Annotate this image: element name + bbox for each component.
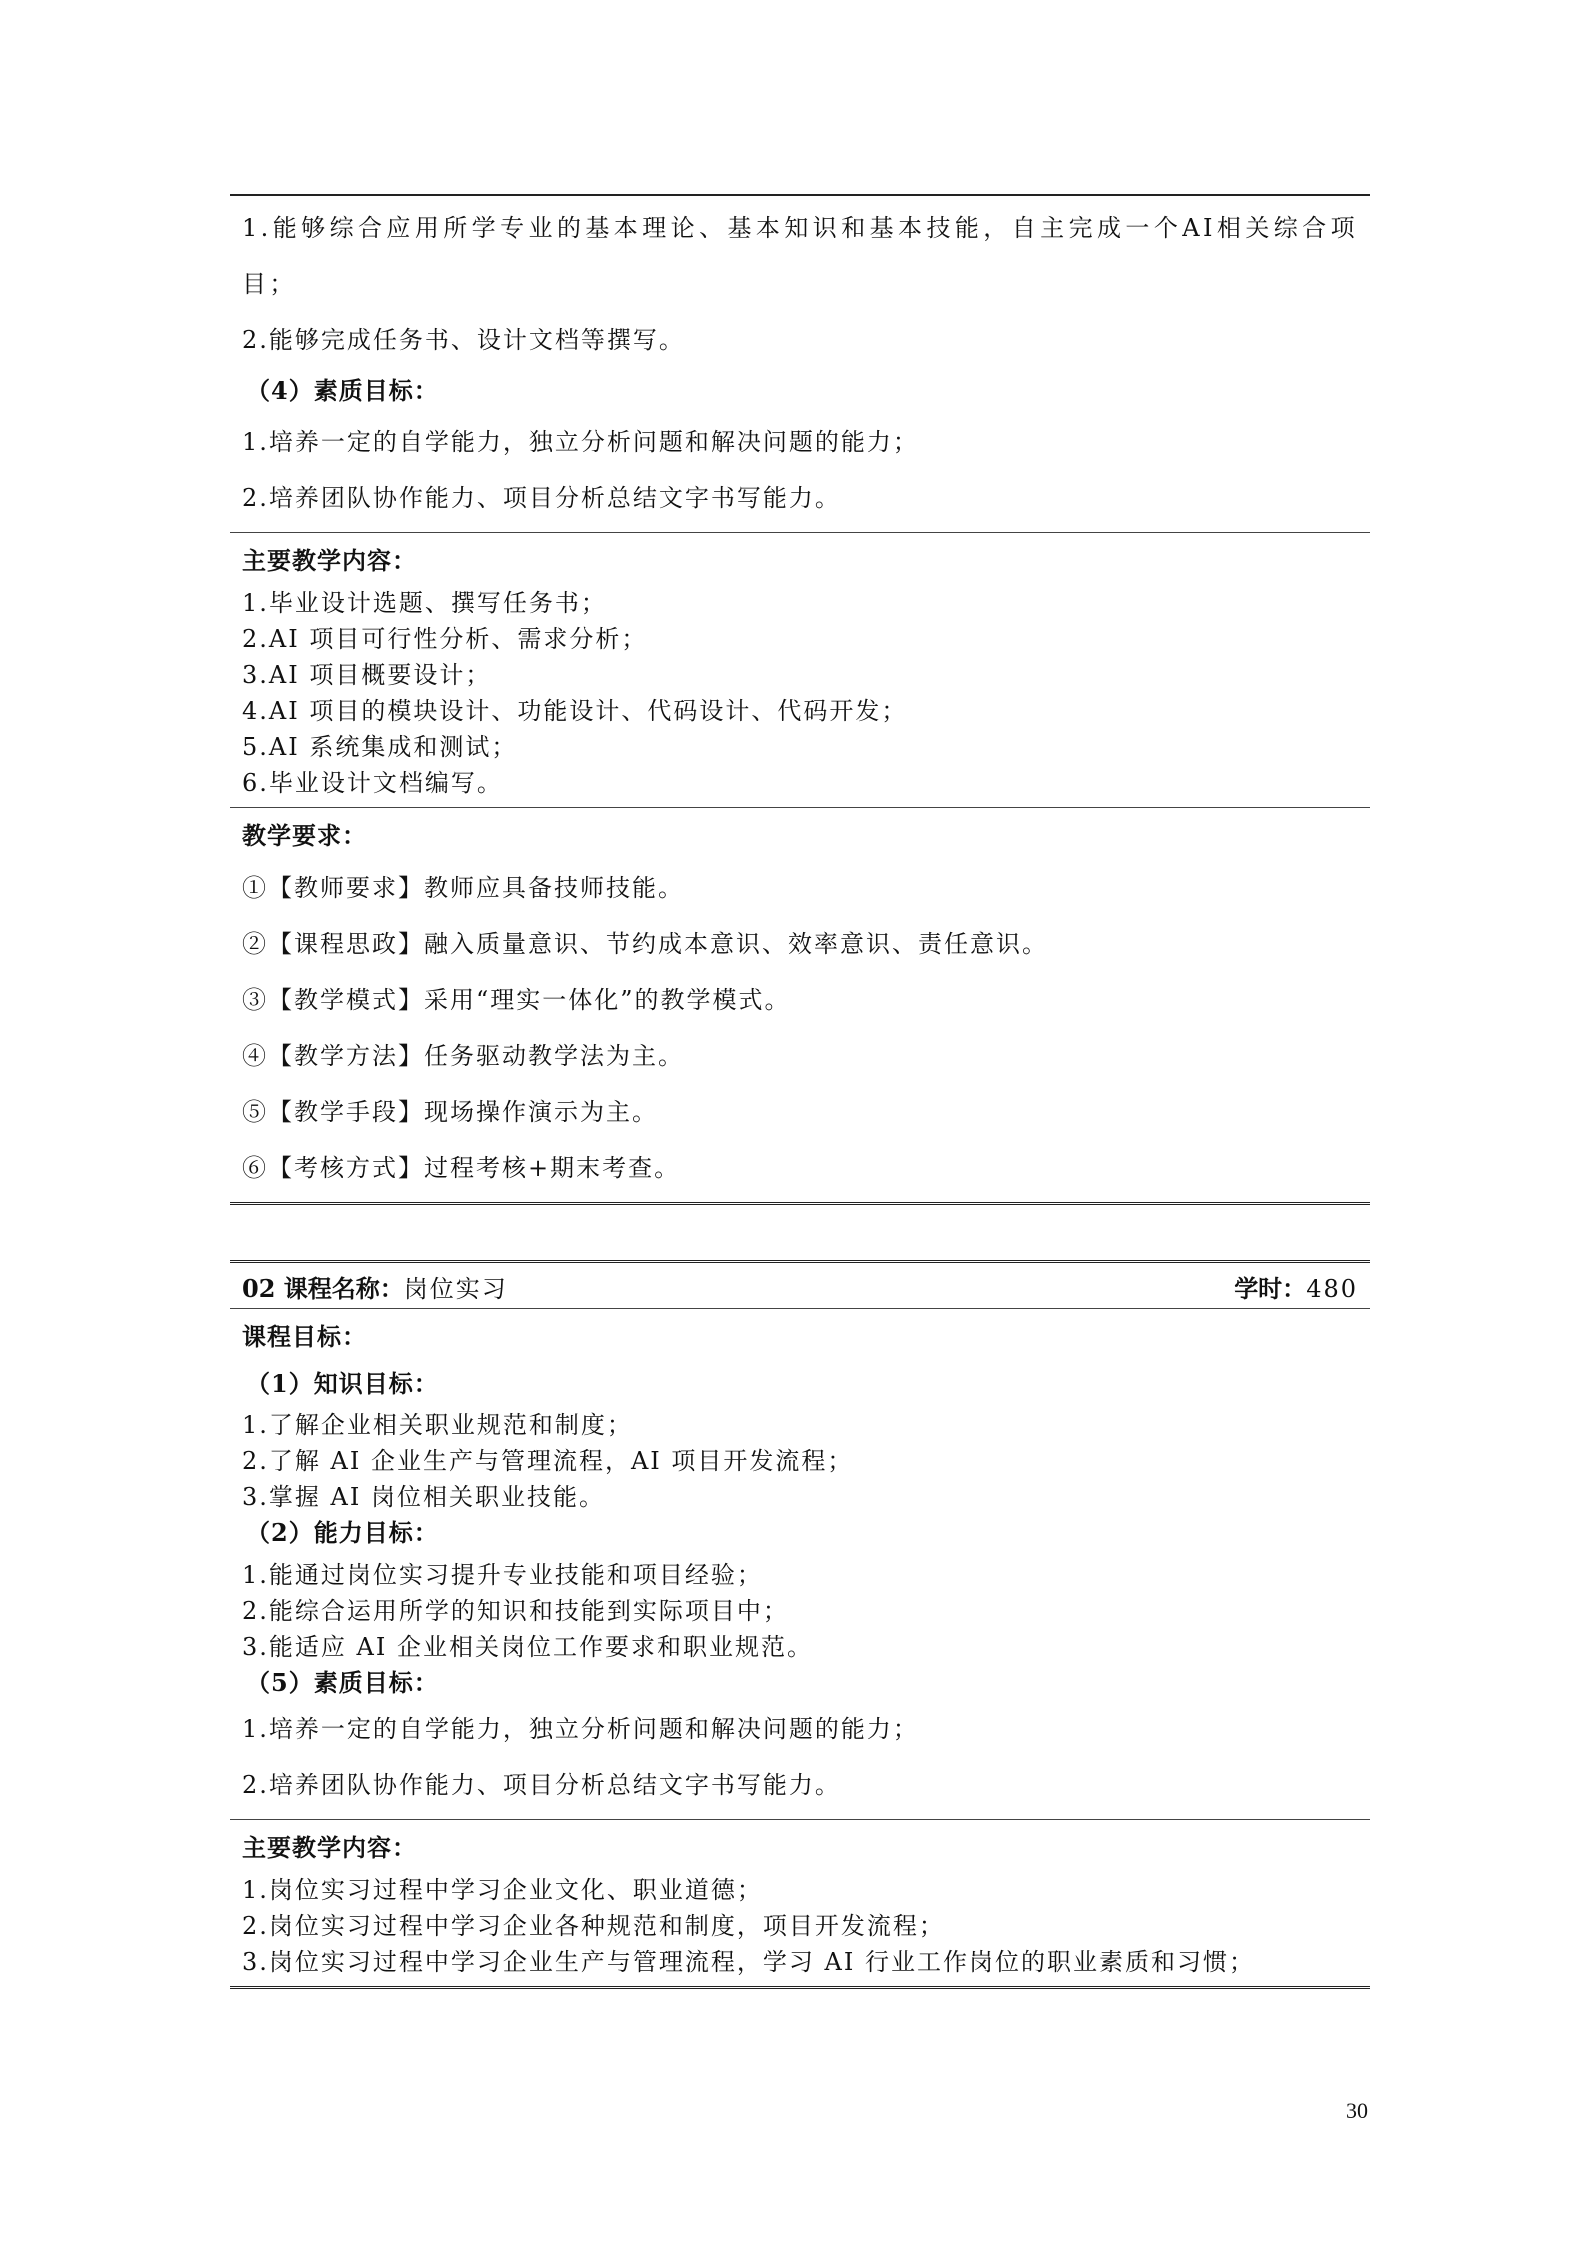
ability-line-2: 2.能够完成任务书、设计文档等撰写。: [242, 326, 685, 354]
internship-content-line-2: 2.岗位实习过程中学习企业各种规范和制度，项目开发流程；: [242, 1912, 945, 1940]
page-number: 30: [1346, 2098, 1368, 2123]
content-line-6: 6.毕业设计文档编写。: [242, 769, 503, 797]
knowledge-line-3: 3.掌握 AI 岗位相关职业技能。: [242, 1483, 605, 1511]
quality-line-2: 2.培养团队协作能力、项目分析总结文字书写能力。: [242, 484, 841, 512]
content-line-2: 2.AI 项目可行性分析、需求分析；: [242, 625, 648, 653]
hours-label: 学时：: [1234, 1274, 1307, 1303]
internship-ability-line-2: 2.能综合运用所学的知识和技能到实际项目中；: [242, 1597, 789, 1625]
knowledge-line-1: 1.了解企业相关职业规范和制度；: [242, 1411, 633, 1439]
internship-content-line-1: 1.岗位实习过程中学习企业文化、职业道德；: [242, 1876, 763, 1904]
teaching-content-cell: [230, 532, 1370, 807]
course-title-row: [230, 1263, 1370, 1308]
requirement-line-5: ⑤【教学手段】现场操作演示为主。: [242, 1098, 658, 1126]
internship-quality-line-1: 1.培养一定的自学能力，独立分析问题和解决问题的能力；: [242, 1715, 919, 1743]
course-goals-cell: [230, 1308, 1370, 1819]
internship-ability-line-3: 3.能适应 AI 企业相关岗位工作要求和职业规范。: [242, 1633, 813, 1661]
hours-value: 480: [1306, 1275, 1358, 1303]
content-line-4: 4.AI 项目的模块设计、功能设计、代码设计、代码开发；: [242, 697, 908, 725]
quality-line-1: 1.培养一定的自学能力，独立分析问题和解决问题的能力；: [242, 428, 919, 456]
page-content: [230, 194, 1370, 1989]
course-name-label: 02 课程名称：: [242, 1274, 404, 1303]
teaching-content-heading: 主要教学内容：: [242, 546, 417, 575]
requirement-line-2: ②【课程思政】融入质量意识、节约成本意识、效率意识、责任意识。: [242, 930, 1048, 958]
requirement-line-4: ④【教学方法】任务驱动教学法为主。: [242, 1042, 684, 1070]
requirement-line-6: ⑥【考核方式】过程考核+期末考查。: [242, 1154, 681, 1182]
course-table-internship: [230, 1260, 1370, 1989]
knowledge-line-2: 2.了解 AI 企业生产与管理流程，AI 项目开发流程；: [242, 1447, 854, 1475]
content-line-3: 3.AI 项目概要设计；: [242, 661, 492, 689]
requirement-line-3: ③【教学模式】采用“理实一体化”的教学模式。: [242, 986, 791, 1014]
course-hours: [1234, 1269, 1358, 1304]
internship-quality-heading: （5）素质目标：: [246, 1668, 439, 1697]
ability-line-1: 1.能够综合应用所学专业的基本理论、基本知识和基本技能，自主完成一个AI相关综合项目；: [242, 214, 1358, 298]
ability-goals-cell: [230, 196, 1370, 532]
course-name-value: 岗位实习: [403, 1275, 508, 1303]
requirement-line-1: ①【教师要求】教师应具备技师技能。: [242, 874, 684, 902]
internship-quality-line-2: 2.培养团队协作能力、项目分析总结文字书写能力。: [242, 1771, 841, 1799]
quality-goals-heading: （4）素质目标：: [246, 376, 439, 405]
course-goals-heading: 课程目标：: [242, 1322, 367, 1351]
content-line-1: 1.毕业设计选题、撰写任务书；: [242, 589, 607, 617]
content-line-5: 5.AI 系统集成和测试；: [242, 733, 518, 761]
teaching-requirements-cell: [230, 807, 1370, 1202]
knowledge-goals-heading: （1）知识目标：: [246, 1369, 439, 1398]
internship-content-line-3: 3.岗位实习过程中学习企业生产与管理流程，学习 AI 行业工作岗位的职业素质和习惯；: [242, 1948, 1255, 1976]
teaching-requirements-heading: 教学要求：: [242, 821, 367, 850]
internship-content-cell: [230, 1819, 1370, 1986]
section-spacer: [230, 1205, 1370, 1260]
course-title: [242, 1269, 508, 1304]
internship-ability-line-1: 1.能通过岗位实习提升专业技能和项目经验；: [242, 1561, 763, 1589]
internship-content-heading: 主要教学内容：: [242, 1833, 417, 1862]
ability-goals-heading: （2）能力目标：: [246, 1518, 439, 1547]
course-table-graduation-design: [230, 194, 1370, 1205]
